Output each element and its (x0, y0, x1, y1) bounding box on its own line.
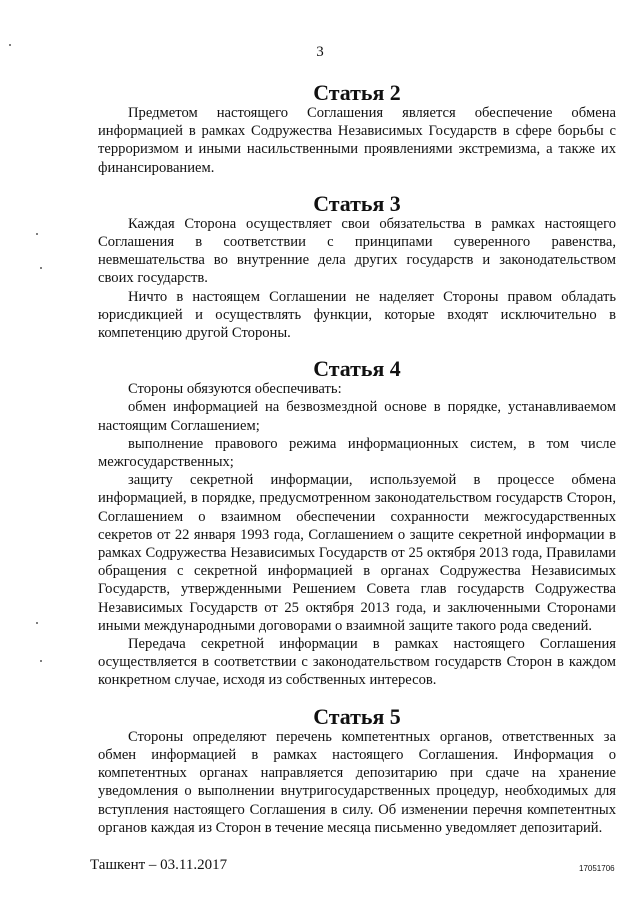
scan-speck (36, 233, 38, 235)
footer-doc-code: 17051706 (579, 864, 615, 873)
article-title: Статья 4 (313, 356, 401, 382)
article-paragraph: защиту секретной информации, используемой в процессе обмена информацией, в порядке, предусмотренном законодательством государств Сторон, Соглашением о взаимном обеспечении сохранности межгосударственных секретов от 22 января 1993 года, Соглашением о защите секретной информации в рамках Содружества Независимых Государств от 25 октября 2013 года, Правилами обращения с секретной информацией в органах Содружества Независимых Государств, утвержденными Решением Совета глав государств Содружества Независимых Государств от 25 октября 2013 года, и заключенными Сторонами иными международными договорами о взаимной защите такого рода сведений. (98, 472, 616, 634)
scan-speck (9, 44, 11, 46)
article-title: Статья 2 (313, 80, 401, 105)
article-title: Статья 5 (313, 703, 401, 729)
document-body (98, 80, 616, 837)
page-number: 3 (316, 44, 324, 60)
scan-speck (36, 622, 38, 624)
article-5 (98, 703, 616, 837)
scan-speck (40, 267, 42, 269)
article-paragraph: Предметом настоящего Соглашения является обеспечение обмена информацией в рамках Содружества Независимых Государств в сфере борьбы с терроризмом и иными насильственными проявлениями экстремизма, а также их финансированием. (98, 105, 616, 176)
article-paragraph: Передача секретной информации в рамках настоящего Соглашения осуществляется в соответствии с законодательством государств Сторон в каждом конкретном случае, исходя из собственных интересов. (98, 636, 616, 689)
article-paragraph: Ничто в настоящем Соглашении не наделяет Стороны правом обладать юрисдикцией и осуществлять функции, которые входят исключительно в компетенцию другой Стороны. (98, 288, 616, 342)
footer-place-date: Ташкент – 03.11.2017 (90, 857, 228, 873)
article-title: Статья 3 (313, 190, 401, 216)
article-paragraph: Стороны определяют перечень компетентных органов, ответственных за обмен информацией в рамках настоящего Соглашения. Информация о компетентных органах направляется депозитарию при сдаче на хранение уведомления о выполнении внутригосударственных процедур, необходимых для вступления настоящего Соглашения в силу. Об изменении перечня компетентных органов каждая из Сторон в течение месяца письменно уведомляет депозитарий. (98, 728, 616, 836)
scan-speck (40, 660, 42, 662)
article-3 (98, 190, 616, 342)
article-paragraph: выполнение правового режима информационных систем, в том числе межгосударственных; (98, 435, 616, 471)
article-2 (98, 80, 616, 177)
article-paragraph: Стороны обязуются обеспечивать: (128, 381, 342, 398)
article-paragraph: Каждая Сторона осуществляет свои обязательства в рамках настоящего Соглашения в соответствии с принципами суверенного равенства, невмешательства во внутренние дела других государств и законодательством своих государств. (98, 215, 616, 287)
article-4 (98, 356, 616, 689)
article-paragraph: обмен информацией на безвозмездной основе в порядке, устанавливаемом настоящим Соглашением; (98, 399, 616, 434)
